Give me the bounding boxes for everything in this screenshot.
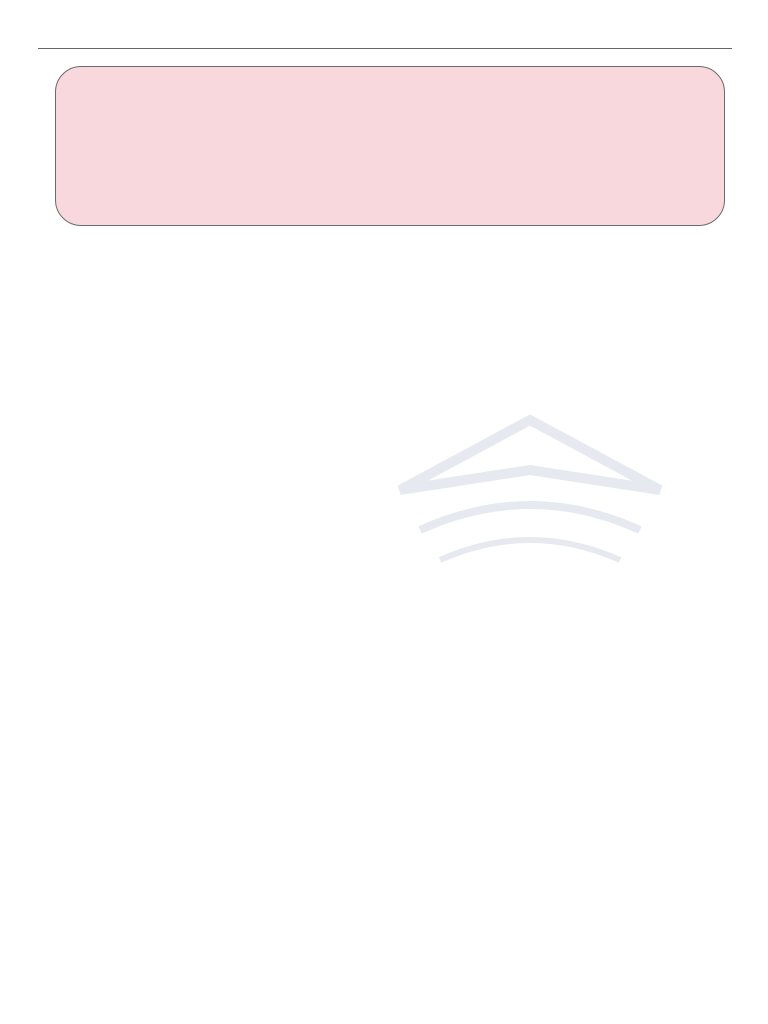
footer — [0, 1004, 768, 1022]
watermark-book-icon — [380, 380, 680, 580]
header-divider — [38, 48, 732, 49]
title-banner — [55, 66, 725, 226]
